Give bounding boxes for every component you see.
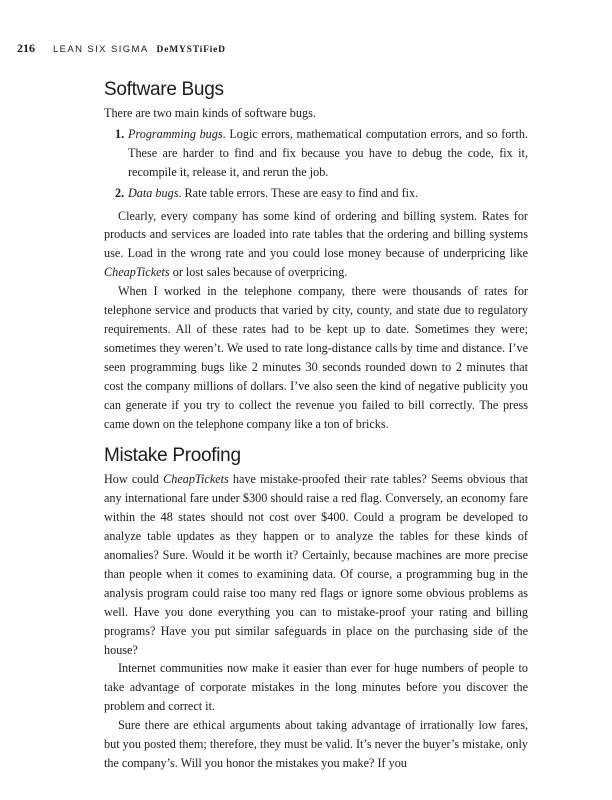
page-body xyxy=(104,78,528,773)
list-item-text: . Rate table errors. These are easy to find and fix. xyxy=(178,185,419,200)
section-title-software-bugs: Software Bugs xyxy=(104,79,224,100)
list-item xyxy=(104,125,528,182)
paragraph: When I worked in the telephone company, there were thousands of rates for telephone service and products that varied by city, county, and state due to regulatory requirements. All of these rates had to be kept up to date. Sometimes they were; sometimes they weren’t. We used to rate long-distance calls by time and distance. I’ve seen programming bugs like 2 minutes 30 seconds rounded down to 2 minutes that cost the company millions of dollars. I’ve also seen the kind of negative publicity you can generate if you try to collect the revenue you failed to bill correctly. The press came down on the telephone company like a ton of bricks. xyxy=(104,284,528,431)
section-intro: There are two main kinds of software bugs. xyxy=(104,106,316,120)
list-item-number: 1. xyxy=(115,126,125,141)
paragraph-text: How could xyxy=(104,472,164,487)
paragraph-text: or lost sales because of overpricing. xyxy=(169,265,348,280)
paragraph: Sure there are ethical arguments about taking advantage of irrationally low fares, but you posted them; therefore, they must be valid. It’s never the buyer’s mistake, only the company’s. Will you honor the mistakes you make? If you xyxy=(104,718,528,770)
page-number: 216 xyxy=(17,41,35,55)
paragraph-text: have mistake-proofed their rate tables? Seems obvious that any international fare under $300 should raise a red flag. Conversely, an economy fare within the 48 states should not cost over $400. Could a program be developed to analyze table updates as they happen or to analyze the tables for these kinds of anomalies? Sure. Would it be worth it? Certainly, because machines are more precise than people when it comes to examining data. Of course, a programming bug in the analysis program could raise too many red flags or ignore some obvious problems as well. Have you done everything you can to mistake-proof your rating and billing programs? Have you put similar safeguards in place on the purchasing side of the house? xyxy=(104,472,528,657)
list-item-number: 2. xyxy=(115,185,125,200)
paragraph xyxy=(104,470,528,659)
list-item-term: Programming bugs xyxy=(128,126,223,141)
paragraph: Internet communities now make it easier than ever for huge numbers of people to take advantage of corporate mistakes in the long minutes before you discover the problem and correct it. xyxy=(104,661,528,714)
bug-types-list xyxy=(104,125,528,203)
paragraph-emphasis: CheapTickets xyxy=(163,472,229,487)
list-item-term: Data bugs xyxy=(128,185,179,200)
paragraph-emphasis: CheapTickets xyxy=(104,265,170,280)
section-title-mistake-proofing: Mistake Proofing xyxy=(104,445,241,467)
paragraph-text: Clearly, every company has some kind of ordering and billing system. Rates for products and services are loaded into rate tables that the ordering and billing systems use. Load in the wrong rate and you could lose money because of underpricing like xyxy=(104,208,528,261)
list-item xyxy=(104,184,528,203)
running-head: LEAN SIX SIGMA xyxy=(52,44,149,55)
running-head-series: DeMYSTiFieD xyxy=(156,45,226,55)
paragraph xyxy=(104,207,528,283)
list-item-text: . Logic errors, mathematical computation errors, and so forth. These are harder to find and fix because you have to debug the code, fix it, recompile it, release it, and rerun the job. xyxy=(128,126,529,179)
page-header xyxy=(17,41,226,56)
